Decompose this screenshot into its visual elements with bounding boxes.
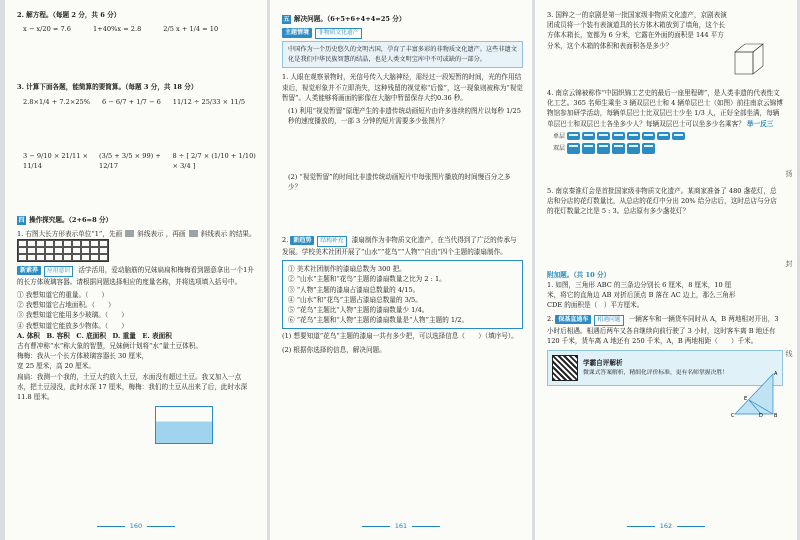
page-162 [535, 0, 797, 540]
q4-2-options: A. 体积 B. 容积 C. 底面积 D. 重量 E. 表面积 [17, 331, 172, 340]
q4-3-text: 古有曹冲称“水”称大象的智慧，兄妹俩计划将“水”量土豆体积。 [17, 342, 202, 351]
extra-q2: 2. 保基直通车 相遇问题 一辆客车和一辆货车同时从 A，B 两地相对开出，3 小时后相遇。相遇后两车又各自继续向前行驶了 3 小时，这时客车离 B 地还有 120 千米，货车离 A 地还有 250 千米，A，B 两地相距（ ）千米。 [547, 314, 779, 345]
q3-title: 3. 计算下面各题，能简算的要简算。（每题 3 分，共 18 分） [17, 83, 198, 92]
tag-new-trend: 新趋势 [290, 236, 314, 245]
page-number-160: 160 [5, 522, 267, 530]
fan-info-box [282, 260, 523, 329]
q4-3-bian: 扁扁：我测一个我的，土豆大约放入土豆，水面没有超过土豆。我又加入一点水，把土豆浸没，此时水深 17 厘米，梅梅：我们的土豆从出来了后，此时水深 11.8 厘米。 [17, 372, 248, 402]
bus-icon [597, 132, 610, 140]
fan-info-5: ⑤ “花鸟”主题比“人物”主题的漆扇数量少 1/4。 [288, 306, 429, 315]
double-bus-icon [642, 143, 655, 154]
q1-sub-2: (2) “视觉暂留”的时间比非遗传统动画短片中每张图片播放的时间慢百分之多少？ [288, 172, 511, 191]
section-number-icon: 五 [283, 15, 290, 23]
q4-2-text: 活学活用，爱动脑筋的兄妹扁扁和梅梅看到题意拿出一个1升的长方体玻璃容器。请根据问题选择相应的度量名称，并将选项填入括号中。 [17, 265, 254, 286]
tag-structure: 结构补充 [317, 236, 346, 247]
theme-sub-tag: 非物质文化遗产 [315, 28, 362, 39]
calc-row-2 [23, 151, 258, 171]
svg-text:B: B [774, 413, 778, 418]
section-4-heading [17, 215, 258, 225]
q1-text: 1. 人眼在观察景物时，光信号传入大脑神经，需经过一段短暂的时间，光的作用结束后，视觉形象并不立即消失，这种残留的视觉称“后像”，这一现象则被称为“视觉暂留”。人类能够将画面的影像在大脑中暂留保存大约0.36 秒。 [282, 73, 523, 102]
hatch-square-icon [125, 230, 134, 237]
theme-tags [282, 27, 523, 39]
q4-text [547, 88, 783, 129]
q4-3-mei: 梅梅：我从一个长方体玻璃容器长 30 厘米，宽 25 厘米，高 20 厘米。 [17, 352, 149, 371]
extra-q1: 1. 如图，三角形 ABC 的三条边分别长 6 厘米，8 厘米，10 厘米，将它的直角边 AB 对折后顶点 B 落在 AC 边上，那么三角形 CDE 的面积是（ ）平方厘米。 [547, 280, 736, 310]
tag-meeting: 相遇问题 [594, 315, 623, 326]
double-bus-icon [582, 143, 595, 154]
water-tank-figure [155, 406, 213, 444]
q4-1-text-b: 斜线表示 [137, 229, 164, 238]
q4-1-text-d: 斜线表示 [200, 229, 228, 238]
page-161 [270, 0, 532, 540]
section-5-title: 解决问题。（6+5+6+4+4=25 分） [294, 15, 406, 23]
bus-icon [657, 132, 670, 140]
q2-heading: 2. 新趋势 结构补充 漆扇制作为非物质文化遗产，在当代得到了广泛的传承与发展。学校美术社团开展了“山水”“花鸟”“人物”“自由”四个主题的漆扇制作。 [282, 235, 517, 256]
bus-icon [627, 132, 640, 140]
qr-text: 微课式答案解析，精细化评价标准，更有名师掌握决胜！ [583, 369, 728, 376]
calc-2: 6 − 6/7 + 1/7 − 6 [102, 97, 161, 106]
bus-icon [672, 132, 685, 140]
q4-1 [17, 229, 258, 262]
section-5-heading [282, 14, 523, 24]
page-number-162: 162 [535, 522, 797, 530]
single-label: 单层 [553, 132, 566, 140]
bus-icon [642, 132, 655, 140]
unit-rectangle-grid [17, 239, 109, 262]
double-bus-icon [597, 143, 610, 154]
tag-new-literacy: 新素养 [17, 266, 41, 275]
bus-icon [582, 132, 595, 140]
double-label: 双层 [553, 144, 566, 152]
equation-2: 1+40%x = 2.8 [92, 25, 142, 34]
fan-info-6: ⑥ “花鸟”主题和“人物”主题的漆扇数量是“人物”主题的 1/2。 [288, 316, 469, 325]
q4-2 [17, 265, 258, 287]
fan-info-3: ③ “人物”主题的漆扇占漆扇总数量的 4/15。 [288, 285, 420, 294]
hatch-square-icon-2 [189, 230, 198, 237]
double-bus-icon [627, 143, 640, 154]
page-160 [5, 0, 267, 540]
triangle-figure [731, 370, 779, 418]
link-practice[interactable]: 举一反三 [746, 119, 774, 128]
q4-1-text-c: ，再画 [165, 229, 186, 238]
q4-2-item-2: ② 我想知道它占地面积。（ ） [17, 301, 115, 310]
q3-text: 3. 国粹之一的京剧是第一批国家级非物质文化遗产，京剧表演团成员将一个装有表演道具的长方体木箱放到了墙角，这个长方体木箱长，宽都为 6 分米，它露在外面的面积是 144 平方分米，这个木箱的体积和表面积各是多少？ [547, 11, 727, 50]
q4-2-item-4: ④ 我想知道它能放多少物体。（ ） [17, 321, 128, 330]
calc-3: 11/12 ÷ 25/33 × 11/5 [172, 97, 246, 106]
bus-icon [567, 132, 580, 140]
calc-6: 8 ÷ [ 2/7 × (1/10 + 1/10) × 3/4 ] [172, 151, 256, 171]
page-number-161: 161 [270, 522, 532, 530]
q2-title: 2. 解方程。（每题 2 分，共 6 分） [17, 11, 121, 19]
theme-tag: 主题情境 [282, 28, 312, 37]
q4-1-text-e: 的结果。 [229, 229, 256, 238]
svg-text:C: C [731, 413, 735, 418]
side-mark-3: 线 [785, 350, 793, 357]
section-4-title: 操作探究题。（2+6=8 分） [29, 216, 113, 225]
svg-text:A: A [774, 371, 778, 377]
extra-q2-text: 一辆客车和一辆货车同时从 A，B 两地相对开出，3 小时后相遇。相遇后两车又各自继续向前行驶了 3 小时，这时客车离 B 地还有 120 千米，货车离 A 地还有 250 千米，A，B 两地相距（ ）千米。 [547, 314, 779, 345]
tag-application: 应用意识 [44, 266, 73, 277]
calc-row-1 [23, 97, 258, 107]
section-number-icon: 四 [18, 216, 25, 224]
tag-direct: 保基直通车 [555, 315, 591, 324]
q2-text: 漆扇制作为非物质文化遗产，在当代得到了广泛的传承与发展。学校美术社团开展了“山水”“花鸟”“人物”“自由”四个主题的漆扇制作。 [282, 235, 517, 256]
q4-2-item-3: ③ 我想知道它能用多少玻璃。（ ） [17, 311, 128, 320]
double-bus-icon [612, 143, 625, 154]
fan-info-2: ② “山水”主题和“花鸟”主题的漆扇数量之比为 2 : 1。 [288, 275, 446, 284]
fan-info-1: ① 美术社团制作的漆扇总数为 300 把。 [288, 265, 406, 274]
q1-sub-1: (1) 利用“视觉暂留”原理产生的非遗传统动画短片由许多连续的图片以每秒 1/25 秒的速度播放的，一部 3 分钟的短片需要多少张图片？ [288, 107, 521, 126]
bus-icon [612, 132, 625, 140]
box-corner-figure [731, 40, 769, 80]
q5-text: 5. 南京秦淮灯会是首批国家级非物质文化遗产。某商家准备了 480 盏花灯，总店和分店的花灯数量比，从总店的花灯中分出 20% 给分店后，这时总店与分店的花灯数量之比是 5 : 3。总店原有多少盏花灯？ [547, 187, 777, 216]
svg-text:E: E [744, 396, 748, 402]
side-mark-1: 扬 [785, 170, 793, 177]
q2-sub-2: (2) 根据你选择的信息，解决问题。 [282, 345, 386, 354]
q4-2-item-1: ① 我想知道它的重量。（ ） [17, 290, 109, 299]
extra-title: 附加题。（共 10 分） [547, 270, 611, 279]
equation-1: x − x/20 = 7.6 [23, 25, 71, 34]
q2-sub-1: (1) 想要知道“花鸟”主题的漆扇一共有多少把，可以选择信息（ ）（填序号）。 [282, 332, 518, 341]
calc-1: 2.8×1/4 + 7.2×25% [23, 97, 91, 106]
double-bus-icon [567, 143, 580, 154]
double-bus-row [553, 143, 783, 154]
svg-text:D: D [759, 413, 763, 418]
q4-body: 4. 南京云锦被称作“中国织锦工艺史的最后一座里程碑”，是人类非遗的代表性文化工艺。365 名师生乘坐 3 辆双层巴士和 4 辆单层巴士（如图）前往南京云锦博物馆参加研学活动，每辆单层巴士比双层巴士少坐 1/3 人，正好全部坐满，每辆单层巴士和双层巴士各坐多少人？每辆双层巴士可以坐多少名乘客？ [547, 88, 783, 128]
fan-info-4: ④ “山水”和“花鸟”主题占漆扇总数量的 3/5。 [288, 295, 422, 304]
qr-code-icon[interactable] [552, 355, 578, 381]
calc-4: 3 − 9/10 × 21/11 × 11/14 [23, 151, 89, 171]
calc-5: (3/5 + 3/5 × 99) + 12/17 [99, 151, 161, 171]
qr-title: 学霸自评解析 [583, 359, 623, 368]
equation-3: 2/5 x + 1/4 = 10 [163, 25, 219, 34]
equation-row [23, 24, 258, 34]
q4-1-text-a: 1. 右图大长方形表示单位“1”，先画 [17, 229, 123, 238]
single-bus-row [553, 132, 783, 141]
theme-intro: 中国作为一个历史悠久的文明古国，孕育了丰富多彩的非物质文化遗产。这些非遗文化是我们中华民族智慧的结晶，也是人类文明宝库中不可或缺的一部分。 [282, 41, 523, 68]
side-mark-2: 封 [785, 260, 793, 267]
